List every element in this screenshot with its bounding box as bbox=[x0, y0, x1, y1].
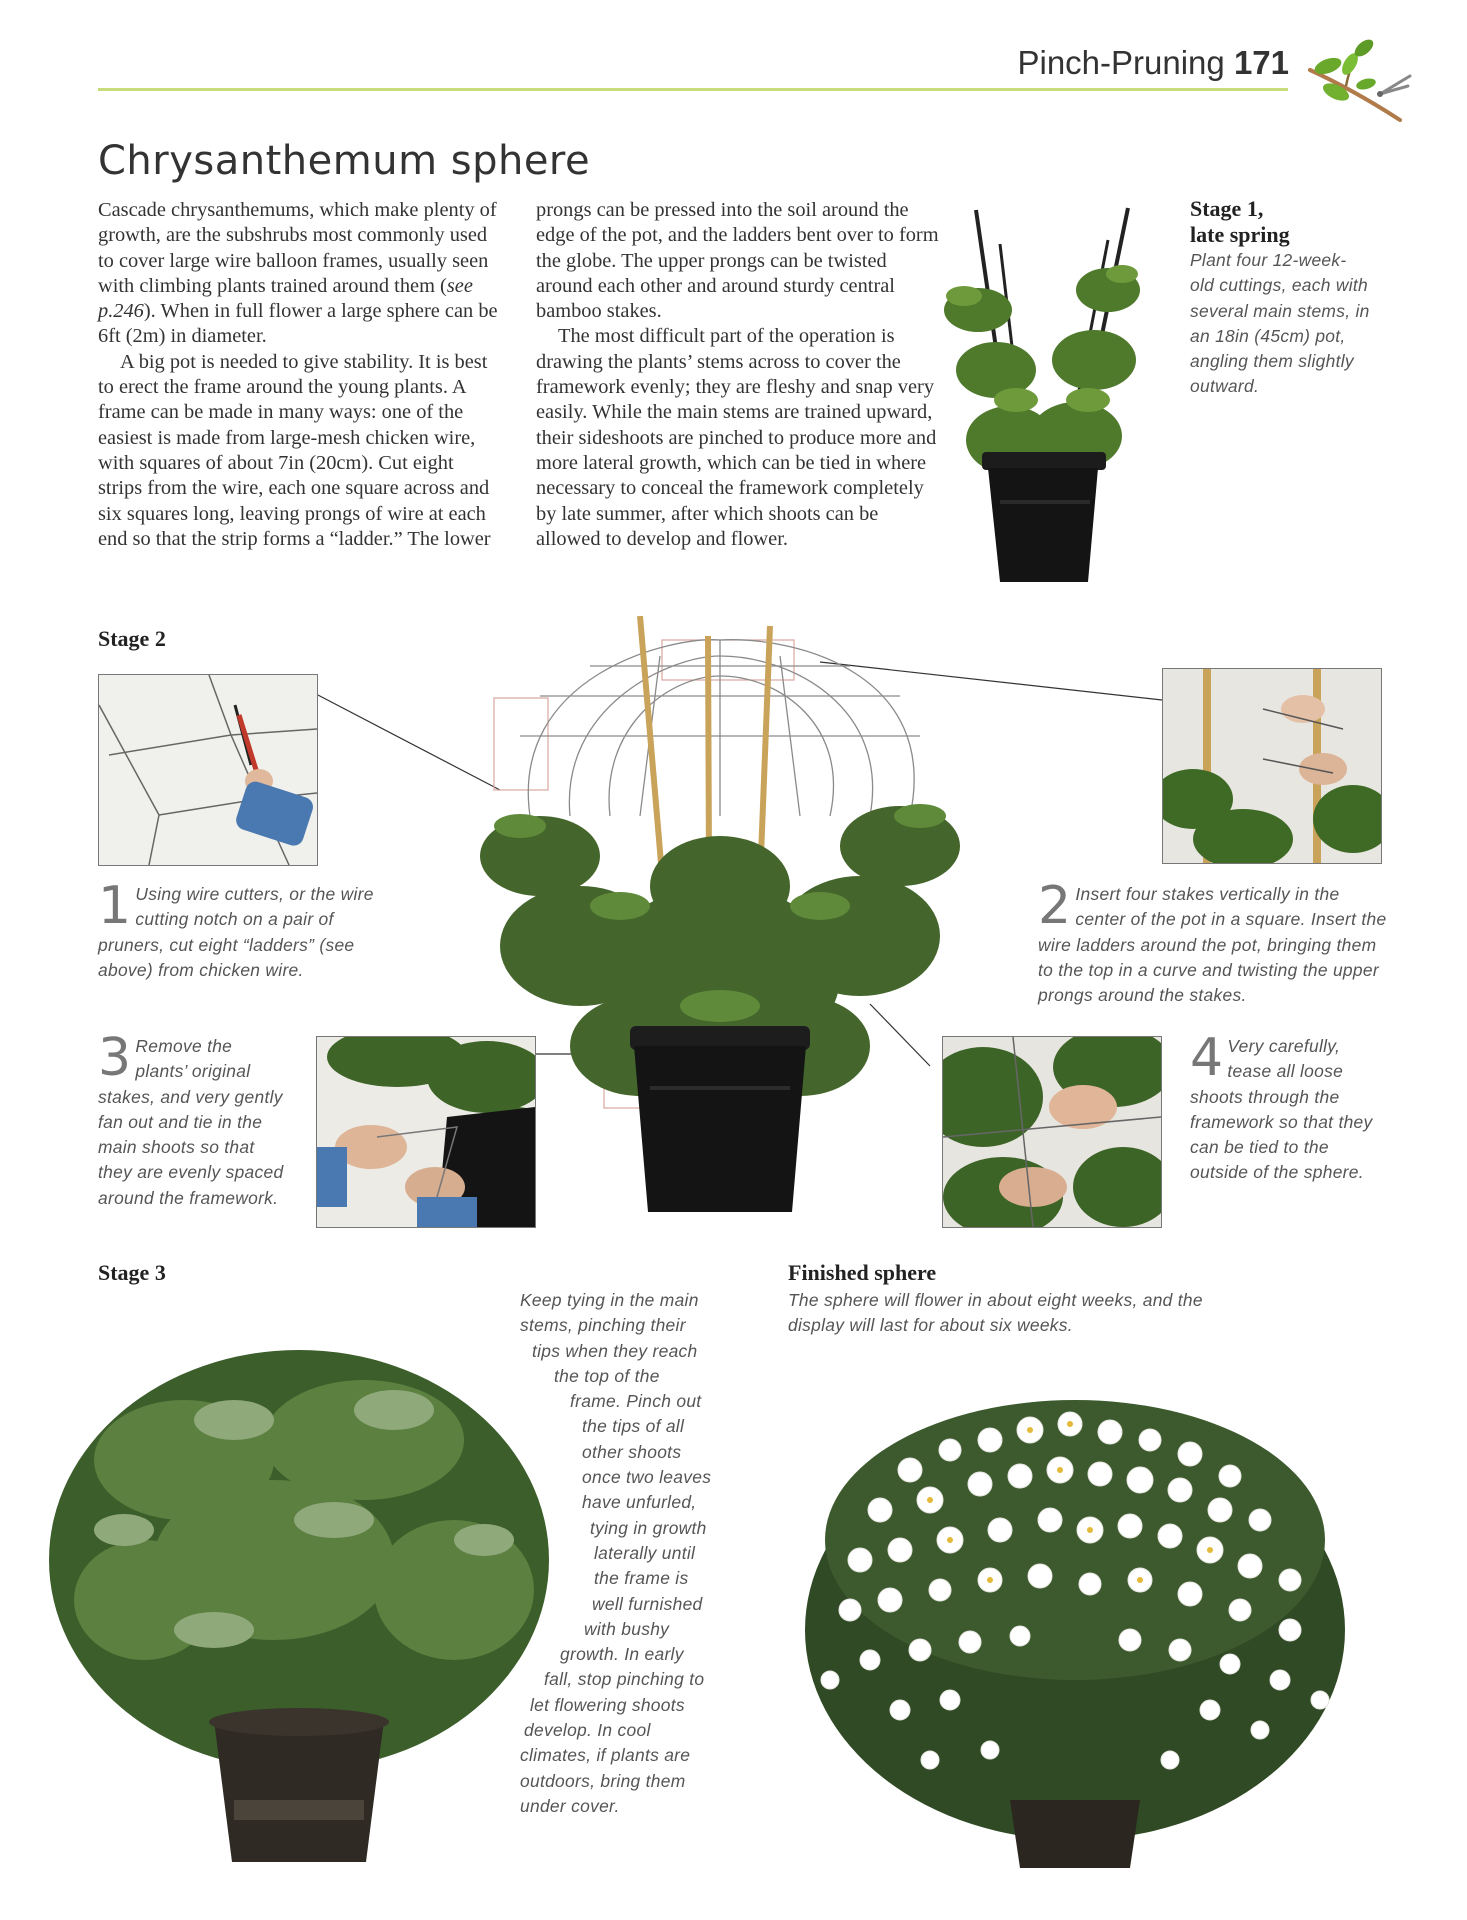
stage2-heading: Stage 2 bbox=[98, 626, 166, 651]
finished-caption: The sphere will flower in about eight weeks, and the display will last for about six weeks. bbox=[788, 1290, 1203, 1336]
step2-caption: 2 Insert four stakes vertically in the center of the pot in a square. Insert the wire ladders around the pot, bringing them to the top in a curve and twisting the upper prongs around the stakes. bbox=[1038, 876, 1387, 1006]
stage3-photo bbox=[34, 1300, 564, 1866]
step3-caption: 3 Remove the plants’ original stakes, and very gently fan out and tie in the main shoots so that they are evenly spaced around the framework. bbox=[98, 1028, 284, 1208]
body-paragraph: A big pot is needed to give stability. It is best to erect the frame around the young plants. A frame can be made in many ways: one of the easiest is made from large-mesh chicken wire, with squares of about 7in (20cm). Cut eight strips from the wire, each one square across and six squares long, leaving prongs of wire at each end so that the strip forms a “ladder.” The lower bbox=[98, 350, 491, 550]
page-number: 171 bbox=[1233, 44, 1289, 81]
stage1-heading: Stage 1, late spring bbox=[1190, 196, 1290, 247]
step-number: 2 bbox=[1038, 876, 1072, 936]
step3-photo bbox=[316, 1036, 536, 1228]
step2-photo bbox=[1162, 668, 1382, 864]
body-paragraph: prongs can be pressed into the soil around the edge of the pot, and the ladders bent over to form the globe. The upper prongs can be twisted around each other and around sturdy central bamboo stakes. bbox=[536, 199, 939, 323]
step1-caption: 1 Using wire cutters, or the wire cutting notch on a pair of pruners, cut eight “ladders” (see above) from chicken wire. bbox=[98, 876, 374, 980]
stage1-caption: Plant four 12-week-old cuttings, each with several main stems, in an 18in (45cm) pot, angling them slightly outward. bbox=[1190, 250, 1370, 397]
stage2-center-photo bbox=[470, 616, 970, 1220]
step-number: 3 bbox=[98, 1028, 132, 1088]
cross-reference: see p.246 bbox=[98, 274, 473, 323]
step-number: 1 bbox=[98, 876, 132, 936]
page-title: Chrysanthemum sphere bbox=[98, 138, 591, 184]
finished-heading: Finished sphere bbox=[788, 1260, 937, 1285]
step1-photo bbox=[98, 674, 318, 866]
step4-photo bbox=[942, 1036, 1162, 1228]
body-paragraph: Cascade chrysanthemums, which make plenty of growth, are the subshrubs most commonly used to cover large wire balloon frames, usually seen with climbing plants trained around them (see p.246). When in full flower a large sphere can be 6ft (2m) in diameter. bbox=[98, 199, 498, 348]
stage3-caption: Keep tying in the main stems, pinching their tips when they reach the top of the frame. Pinch out the tips of all other shoots once two leaves have unfurled, tying in growth laterally until the frame is well furnished with bushy growth. In early fall, stop pinching to let flowering shoots develop. In cool climates, if plants are outdoors, bring them under cover. bbox=[520, 1290, 712, 1816]
step4-caption: 4 Very carefully, tease all loose shoots through the framework so that they can be tied to the outside of the sphere. bbox=[1190, 1028, 1373, 1183]
body-paragraph: The most difficult part of the operation is drawing the plants’ stems across to cover the framework evenly; they are fleshy and snap very easily. While the main stems are trained upward, their sideshoots are pinched to produce more and more lateral growth, which can be tied in where necessary to conceal the framework completely by late summer, after which shoots can be allowed to develop and flower. bbox=[536, 325, 937, 550]
step-number: 4 bbox=[1190, 1028, 1224, 1088]
stage3-heading: Stage 3 bbox=[98, 1260, 166, 1285]
section-title: Pinch-Pruning bbox=[1017, 44, 1225, 81]
finished-photo bbox=[790, 1380, 1360, 1872]
